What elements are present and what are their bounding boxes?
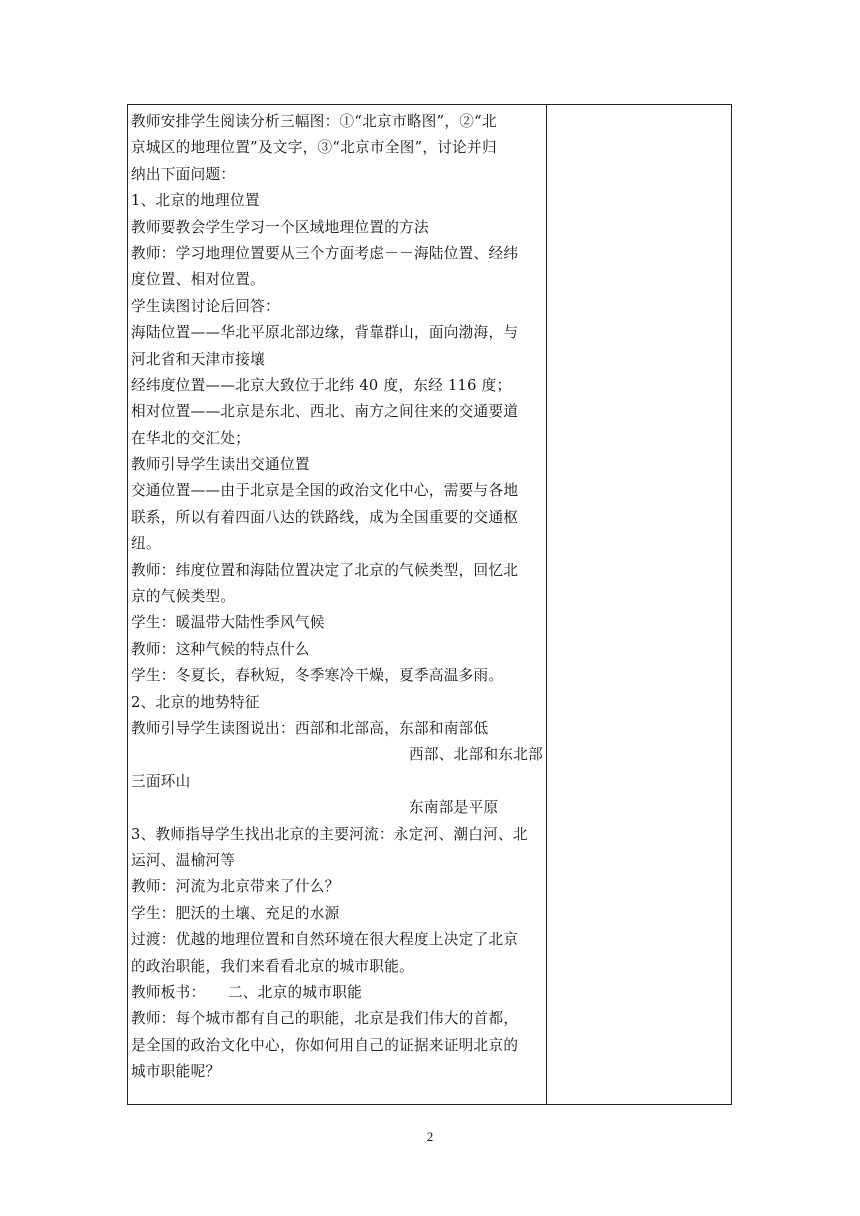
text-line: 运河、温榆河等 (131, 851, 236, 869)
text-line: 教师：河流为北京带来了什么？ (131, 878, 340, 896)
text-line: 教师：这种气候的特点什么 (131, 640, 310, 658)
page-number: 2 (426, 1129, 434, 1144)
text-line: 海陆位置——华北平原北部边缘，背靠群山，面向渤海，与 (131, 324, 519, 342)
text-line: 河北省和天津市接壤 (131, 350, 266, 368)
text-line: 在华北的交汇处； (131, 429, 251, 447)
text-line: 经纬度位置——北京大致位于北纬 40 度，东经 116 度； (131, 376, 512, 394)
text-line: 教师：学习地理位置要从三个方面考虑－－海陆位置、经纬 (131, 244, 519, 262)
text-line: 学生读图讨论后回答： (131, 297, 280, 315)
section-heading: 2、北京的地势特征 (131, 693, 260, 711)
lesson-table (127, 104, 732, 1105)
lesson-text (128, 105, 546, 1085)
section-heading: 3、教师指导学生找出北京的主要河流：永定河、潮白河、北 (131, 825, 528, 843)
text-line: 纳出下面问题： (131, 165, 236, 183)
lesson-content-cell (128, 105, 547, 1105)
notes-cell (547, 105, 732, 1105)
text-line: 联系，所以有着四面八达的铁路线，成为全国重要的交通枢 (131, 508, 519, 526)
text-line: 纽。 (131, 535, 161, 553)
text-line: 教师要教会学生学习一个区域地理位置的方法 (131, 218, 429, 236)
text-line: 的政治职能，我们来看看北京的城市职能。 (131, 957, 414, 975)
text-line: 是全国的政治文化中心，你如何用自己的证据来证明北京的 (131, 1036, 519, 1054)
text-line: 教师引导学生读出交通位置 (131, 456, 310, 474)
text-line: 教师引导学生读图说出：西部和北部高，东部和南部低 (131, 719, 489, 737)
text-line: 过渡：优越的地理位置和自然环境在很大程度上决定了北京 (131, 931, 519, 949)
text-line: 学生：暖温带大陆性季风气候 (131, 614, 325, 632)
section-heading: 1、北京的地理位置 (131, 192, 260, 210)
text-line: 三面环山 (131, 772, 191, 790)
text-line-indented: 东南部是平原 (409, 799, 499, 817)
text-line: 教师安排学生阅读分析三幅图：①“北京市略图”，②“北 (131, 113, 497, 130)
text-line: 学生：冬夏长，春秋短，冬季寒冷干燥，夏季高温多雨。 (131, 667, 504, 685)
text-line: 学生：肥沃的土壤、充足的水源 (131, 904, 340, 922)
text-line: 相对位置——北京是东北、西北、南方之间往来的交通要道 (131, 403, 519, 421)
text-line: 城市职能呢？ (131, 1063, 221, 1081)
text-line: 教师：每个城市都有自己的职能，北京是我们伟大的首都， (131, 1010, 519, 1028)
text-line: 交通位置——由于北京是全国的政治文化中心，需要与各地 (131, 482, 519, 500)
text-line: 度位置、相对位置。 (131, 271, 266, 289)
text-line: 教师：纬度位置和海陆位置决定了北京的气候类型，回忆北 (131, 561, 519, 579)
table-row (128, 105, 732, 1105)
text-line: 京城区的地理位置”及文字，③“北京市全图”，讨论并归 (131, 139, 497, 157)
text-line: 京的气候类型。 (131, 588, 236, 606)
text-line: 教师板书： 二、北京的城市职能 (131, 983, 363, 1001)
text-line-indented: 西部、北部和东北部 (409, 746, 544, 764)
